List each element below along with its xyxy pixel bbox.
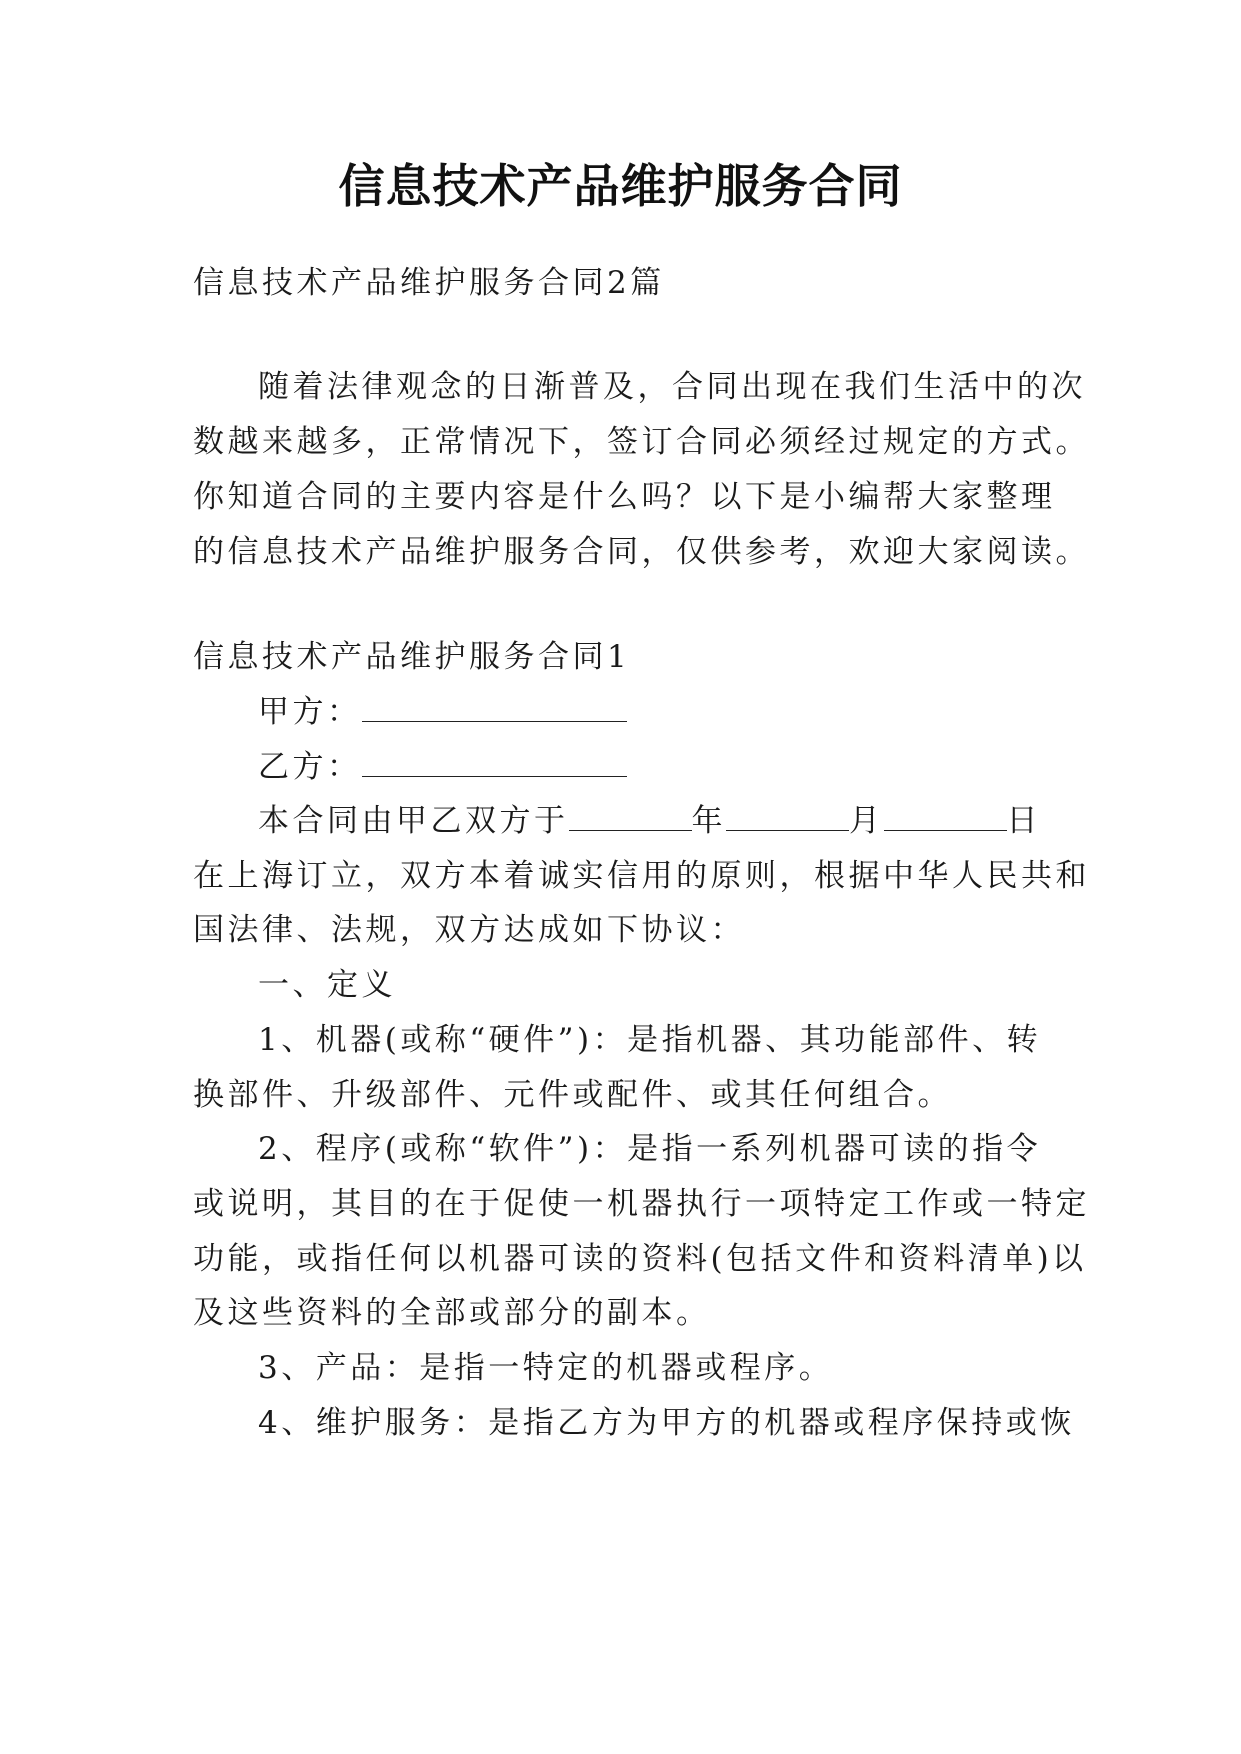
month-label: 月 (849, 803, 884, 839)
intro-line-1: 随着法律观念的日渐普及，合同出现在我们生活中的次 (258, 369, 1086, 405)
agreement-prefix: 本合同由甲乙双方于 (258, 803, 569, 839)
item4-line-1: 4、维护服务：是指乙方为甲方的机器或程序保持或恢 (258, 1405, 1075, 1441)
year-blank (569, 828, 692, 831)
definitions-heading: 一、定义 (258, 967, 396, 1003)
intro-line-2: 数越来越多，正常情况下，签订合同必须经过规定的方式。 (193, 424, 1090, 460)
item2-line-4: 及这些资料的全部或部分的副本。 (193, 1295, 711, 1331)
item2-line-1: 2、程序(或称“软件”)：是指一系列机器可读的指令 (258, 1131, 1042, 1167)
day-label: 日 (1006, 803, 1041, 839)
party-a-row (258, 694, 627, 730)
party-b-row (258, 749, 627, 785)
year-label: 年 (691, 803, 726, 839)
item2-line-3: 功能，或指任何以机器可读的资料(包括文件和资料清单)以 (193, 1241, 1087, 1277)
document-subtitle: 信息技术产品维护服务合同2篇 (193, 265, 665, 301)
party-a-blank (362, 719, 627, 722)
intro-line-3: 你知道合同的主要内容是什么吗？以下是小编帮大家整理 (193, 479, 1056, 515)
item3-line-1: 3、产品：是指一特定的机器或程序。 (258, 1350, 834, 1386)
day-blank (884, 828, 1007, 831)
intro-line-4: 的信息技术产品维护服务合同，仅供参考，欢迎大家阅读。 (193, 534, 1090, 570)
agreement-line-1 (258, 803, 1041, 839)
document-title: 信息技术产品维护服务合同 (338, 159, 903, 213)
item1-line-2: 换部件、升级部件、元件或配件、或其任何组合。 (193, 1077, 952, 1113)
item2-line-2: 或说明，其目的在于促使一机器执行一项特定工作或一特定 (193, 1186, 1090, 1222)
agreement-line-2: 在上海订立，双方本着诚实信用的原则，根据中华人民共和 (193, 858, 1090, 894)
party-b-label: 乙方： (258, 749, 362, 785)
party-a-label: 甲方： (258, 694, 362, 730)
agreement-line-3: 国法律、法规，双方达成如下协议： (193, 912, 745, 948)
party-b-blank (362, 774, 627, 777)
item1-line-1: 1、机器(或称“硬件”)：是指机器、其功能部件、转 (258, 1022, 1042, 1058)
section-heading: 信息技术产品维护服务合同1 (193, 639, 631, 675)
month-blank (726, 828, 849, 831)
